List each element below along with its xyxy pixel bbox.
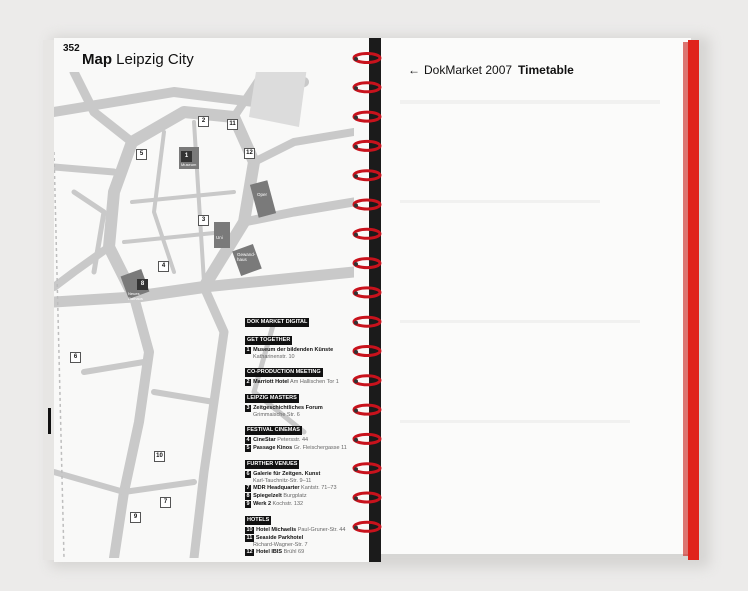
punch-hole <box>354 379 358 383</box>
map-marker-9: 9 <box>130 512 141 523</box>
legend-item: 12 Hotel IBIS Brühl 69 <box>246 549 305 555</box>
street <box>124 232 224 242</box>
map-label-museum: Museum <box>181 162 197 167</box>
map-marker-1: 1 <box>181 151 192 162</box>
legend-group <box>245 386 353 418</box>
legend-item: 4 CineStar Petersstr. 44 <box>246 437 309 443</box>
spiral-ring <box>354 141 380 150</box>
main-station <box>249 72 309 127</box>
section-title: Timetable <box>518 63 574 77</box>
building-oper <box>250 180 276 218</box>
map-marker-5: 5 <box>136 149 147 160</box>
spiral-binding <box>345 50 385 560</box>
legend-heading: FESTIVAL CINEMAS <box>247 427 300 433</box>
punch-hole <box>354 233 358 237</box>
map-label-oper: Oper <box>257 192 268 197</box>
map-marker-11: 11 <box>227 119 238 130</box>
event-name: DokMarket 2007 <box>424 63 513 77</box>
legend-group <box>245 452 353 508</box>
legend-heading: CO-PRODUCTION MEETING <box>247 369 321 375</box>
legend-group <box>245 418 353 452</box>
map-marker-10: 10 <box>154 451 165 462</box>
legend-item: 11 Seaside Parkhotel <box>246 535 304 541</box>
punch-hole <box>354 174 358 178</box>
punch-hole <box>354 467 358 471</box>
street <box>54 167 114 172</box>
street <box>84 362 144 372</box>
punch-hole <box>354 497 358 501</box>
page-number: 352 <box>63 43 80 54</box>
map-marker-4: 4 <box>158 261 169 272</box>
spiral-ring <box>354 54 380 63</box>
spiral-ring <box>354 317 380 326</box>
show-through-text <box>400 320 640 323</box>
legend-item: 7 MDR Headquarter Kantstr. 71–73 <box>246 485 337 491</box>
show-through-text <box>400 420 630 423</box>
spiral-ring <box>354 434 380 443</box>
spiral-ring <box>354 464 380 473</box>
map-marker-7: 7 <box>160 497 171 508</box>
spiral-ring <box>354 259 380 268</box>
punch-hole <box>354 321 358 325</box>
punch-hole <box>354 116 358 120</box>
punch-hole <box>354 145 358 149</box>
spiral-ring <box>354 83 380 92</box>
legend-address: Karl-Tauchnitz-Str. 9–11 <box>253 478 312 484</box>
show-through-text <box>400 200 600 203</box>
arrow-left-icon: ← <box>408 63 420 77</box>
legend-item: 1 Museum der bildenden Künste <box>246 347 334 353</box>
street <box>194 122 204 282</box>
punch-hole <box>354 262 358 266</box>
spiral-ring <box>354 200 380 209</box>
spiral-ring <box>354 229 380 238</box>
map-marker-2: 2 <box>198 116 209 127</box>
legend-item: 8 Spiegelzelt Burgplatz <box>246 493 307 499</box>
legend-address: Katharinenstr. 10 <box>253 354 295 360</box>
legend-heading: FURTHER VENUES <box>247 461 298 467</box>
title-bold: Map <box>82 51 112 68</box>
left-page-edge <box>43 40 54 560</box>
map-legend <box>245 310 353 556</box>
punch-hole <box>354 291 358 295</box>
legend-item: 2 Marriott Hotel Am Hallischen Tor 1 <box>246 379 339 385</box>
red-page-edge <box>688 40 699 560</box>
punch-hole <box>354 409 358 413</box>
map-label-uni: Uni <box>216 235 223 240</box>
punch-hole <box>354 86 358 90</box>
title-regular: Leipzig City <box>116 51 194 68</box>
legend-heading: HOTELS <box>247 517 270 523</box>
dashed-boundary <box>54 152 64 558</box>
show-through-text <box>400 100 660 104</box>
map-marker-12: 12 <box>244 148 255 159</box>
punch-hole <box>354 526 358 530</box>
page-edge-tab <box>48 408 51 434</box>
map-marker-8: 8 <box>137 279 148 290</box>
spiral-ring <box>354 347 380 356</box>
punch-hole <box>354 350 358 354</box>
right-page-heading <box>408 63 574 77</box>
spiral-ring <box>354 171 380 180</box>
legend-address: Richard-Wagner-Str. 7 <box>253 542 308 548</box>
punch-hole <box>354 57 358 61</box>
legend-item: 5 Passage Kinos Gr. Fleischergasse 11 <box>246 445 347 451</box>
legend-item: 9 Werk 2 Kochstr. 132 <box>246 501 304 507</box>
street <box>154 392 214 402</box>
spiral-ring <box>354 405 380 414</box>
legend-group <box>245 310 353 360</box>
right-page <box>379 38 691 554</box>
map-label-rathaus: Neues Rathaus <box>128 291 143 301</box>
legend-heading: LEIPZIG MASTERS <box>247 395 297 401</box>
map-marker-6: 6 <box>70 352 81 363</box>
street <box>132 192 234 202</box>
legend-group <box>245 360 353 386</box>
legend-heading: DOK MARKET DIGITAL <box>247 319 308 325</box>
spiral-ring <box>354 522 380 531</box>
street <box>54 247 109 287</box>
spiral-ring <box>354 112 380 121</box>
legend-item: 3 Zeitgeschichtliches Forum <box>246 405 323 411</box>
map-label-gewandhaus: Gewand-haus <box>237 252 256 262</box>
page-title <box>82 51 194 68</box>
street <box>154 132 174 272</box>
legend-heading: GET TOGETHER <box>247 337 291 343</box>
punch-hole <box>354 438 358 442</box>
map-marker-3: 3 <box>198 215 209 226</box>
street <box>194 287 224 558</box>
punch-hole <box>354 204 358 208</box>
legend-item: 6 Galerie für Zeitgen. Kunst <box>246 471 321 477</box>
spiral-ring <box>354 493 380 502</box>
spiral-ring <box>354 376 380 385</box>
legend-item: 10 Hotel Michaelis Paul-Gruner-Str. 44 <box>246 527 346 533</box>
street <box>254 132 354 162</box>
legend-address: Grimmaische Str. 6 <box>253 412 300 418</box>
spiral-ring <box>354 288 380 297</box>
legend-group <box>245 508 353 556</box>
